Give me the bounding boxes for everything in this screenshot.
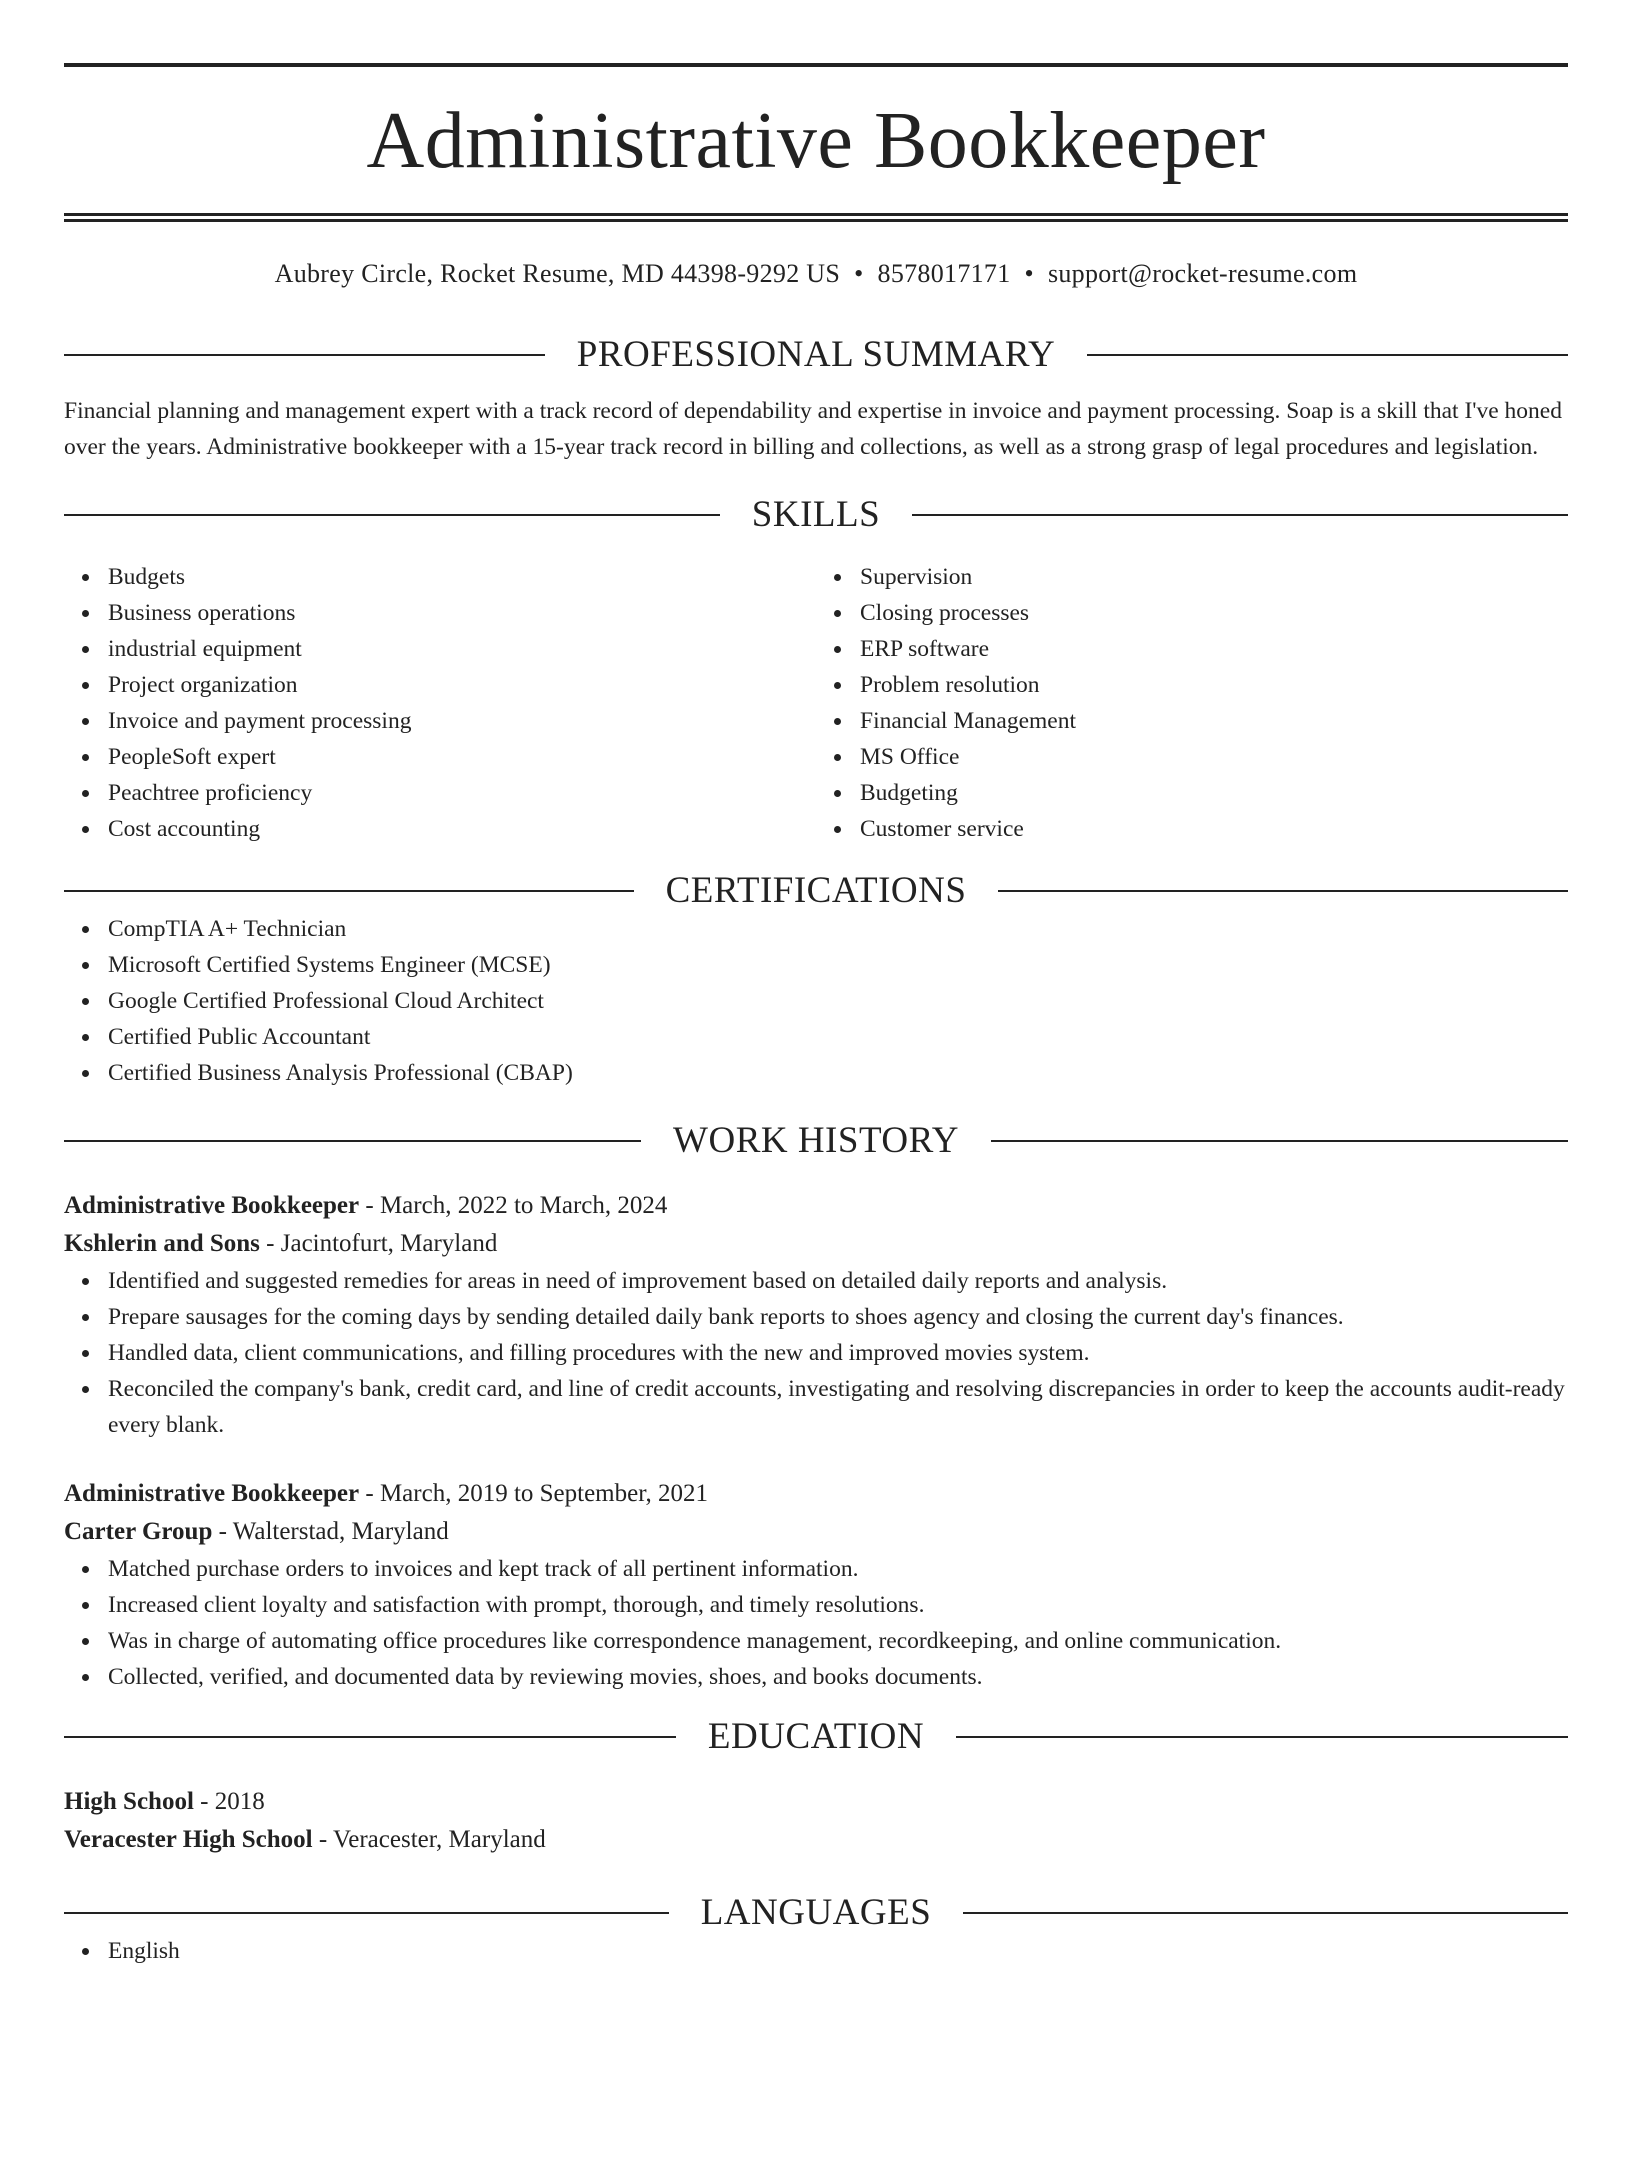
section-title: CERTIFICATIONS xyxy=(665,870,967,911)
job-bullet: Prepare sausages for the coming days by sending detailed daily bank reports to shoes agency and closing the current day's finances. xyxy=(108,1299,1568,1335)
section-rule xyxy=(64,354,545,356)
job-title-line xyxy=(64,1187,1568,1225)
job-entry xyxy=(64,1187,1568,1443)
certifications-list xyxy=(64,911,1568,1091)
section-header-languages xyxy=(64,1893,1568,1933)
section-rule xyxy=(64,1736,676,1738)
job-dates: - March, 2019 to September, 2021 xyxy=(359,1480,709,1507)
section-header-certifications xyxy=(64,871,1568,911)
section-title: WORK HISTORY xyxy=(673,1120,959,1161)
job-company: Kshlerin and Sons xyxy=(64,1230,260,1257)
section-header-summary xyxy=(64,335,1568,375)
language-item: English xyxy=(108,1933,1568,1969)
contact-separator: • xyxy=(854,259,864,288)
contact-separator: • xyxy=(1024,259,1034,288)
job-bullets xyxy=(64,1551,1568,1695)
summary-text: Financial planning and management expert with a track record of dependability and expertise in invoice and payment processing. Soap is a skill that I've honed over the years. Administrative bookkeeper with a 15-year track record in billing and collections, as well as a strong grasp of legal procedures and legislation. xyxy=(64,398,1562,460)
certification-item: Certified Business Analysis Professional (CBAP) xyxy=(108,1055,1568,1091)
section-rule xyxy=(64,514,720,516)
section-rule xyxy=(956,1736,1568,1738)
section-title: EDUCATION xyxy=(707,1716,925,1757)
skill-item: Financial Management xyxy=(860,703,1568,739)
certification-item: Microsoft Certified Systems Engineer (MCSE) xyxy=(108,947,1568,983)
section-rule xyxy=(64,890,634,892)
job-title: Administrative Bookkeeper xyxy=(64,1480,360,1507)
skill-item: Project organization xyxy=(108,667,816,703)
skill-item: Problem resolution xyxy=(860,667,1568,703)
skill-item: Closing processes xyxy=(860,595,1568,631)
section-rule xyxy=(963,1912,1568,1914)
section-title: PROFESSIONAL SUMMARY xyxy=(576,334,1056,375)
contact-email: support@rocket-resume.com xyxy=(1047,259,1358,288)
education-degree-line xyxy=(64,1783,1568,1821)
section-header-skills xyxy=(64,495,1568,535)
job-bullet: Matched purchase orders to invoices and kept track of all pertinent information. xyxy=(108,1551,1568,1587)
languages-list xyxy=(64,1933,1568,1969)
job-company-line xyxy=(64,1225,1568,1263)
skills-list-right xyxy=(816,559,1568,847)
skill-item: Peachtree proficiency xyxy=(108,775,816,811)
section-rule xyxy=(998,890,1568,892)
education-location: - Veracester, Maryland xyxy=(312,1826,546,1853)
skill-item: Customer service xyxy=(860,811,1568,847)
job-bullets xyxy=(64,1263,1568,1443)
skill-item: PeopleSoft expert xyxy=(108,739,816,775)
job-bullet: Was in charge of automating office procedures like correspondence management, recordkeeping, and online communication. xyxy=(108,1623,1568,1659)
skills-columns xyxy=(64,559,1568,847)
section-rule xyxy=(912,514,1568,516)
skill-item: Supervision xyxy=(860,559,1568,595)
job-bullet: Collected, verified, and documented data by reviewing movies, shoes, and books documents. xyxy=(108,1659,1568,1695)
section-rule xyxy=(991,1140,1568,1142)
contact-phone: 8578017171 xyxy=(877,259,1011,288)
skill-item: Cost accounting xyxy=(108,811,816,847)
education-entry xyxy=(64,1783,1568,1859)
skill-item: ERP software xyxy=(860,631,1568,667)
section-header-work-history xyxy=(64,1121,1568,1161)
job-title: Administrative Bookkeeper xyxy=(64,1192,360,1219)
certification-item: CompTIA A+ Technician xyxy=(108,911,1568,947)
job-location: - Jacintofurt, Maryland xyxy=(259,1230,498,1257)
skill-item: Invoice and payment processing xyxy=(108,703,816,739)
education-school: Veracester High School xyxy=(64,1826,313,1853)
job-bullet: Identified and suggested remedies for areas in need of improvement based on detailed daily reports and analysis. xyxy=(108,1263,1568,1299)
job-title-line xyxy=(64,1475,1568,1513)
resume-title: Administrative Bookkeeper xyxy=(366,97,1266,185)
job-dates: - March, 2022 to March, 2024 xyxy=(359,1192,668,1219)
job-entry xyxy=(64,1475,1568,1695)
section-header-education xyxy=(64,1717,1568,1757)
job-bullet: Increased client loyalty and satisfaction with prompt, thorough, and timely resolutions. xyxy=(108,1587,1568,1623)
contact-line xyxy=(64,258,1568,290)
section-title: LANGUAGES xyxy=(700,1892,932,1933)
section-rule xyxy=(1087,354,1568,356)
skill-item: industrial equipment xyxy=(108,631,816,667)
resume-page xyxy=(0,63,1632,2175)
job-bullet: Handled data, client communications, and filling procedures with the new and improved movies system. xyxy=(108,1335,1568,1371)
section-rule xyxy=(64,1912,669,1914)
skill-item: Budgeting xyxy=(860,775,1568,811)
double-rule xyxy=(64,213,1568,222)
skill-item: MS Office xyxy=(860,739,1568,775)
top-rule xyxy=(64,63,1568,67)
certification-item: Google Certified Professional Cloud Architect xyxy=(108,983,1568,1019)
section-title: SKILLS xyxy=(751,494,881,535)
education-degree: High School xyxy=(64,1788,194,1815)
section-rule xyxy=(64,1140,641,1142)
job-bullet: Reconciled the company's bank, credit card, and line of credit accounts, investigating and resolving discrepancies in order to keep the accounts audit-ready every blank. xyxy=(108,1371,1568,1443)
skill-item: Business operations xyxy=(108,595,816,631)
skills-list-left xyxy=(64,559,816,847)
contact-address: Aubrey Circle, Rocket Resume, MD 44398-9292 US xyxy=(274,259,841,288)
job-location: - Walterstad, Maryland xyxy=(212,1518,449,1545)
certification-item: Certified Public Accountant xyxy=(108,1019,1568,1055)
education-year: - 2018 xyxy=(193,1788,265,1815)
education-school-line xyxy=(64,1821,1568,1859)
job-company: Carter Group xyxy=(64,1518,213,1545)
job-company-line xyxy=(64,1513,1568,1551)
skill-item: Budgets xyxy=(108,559,816,595)
